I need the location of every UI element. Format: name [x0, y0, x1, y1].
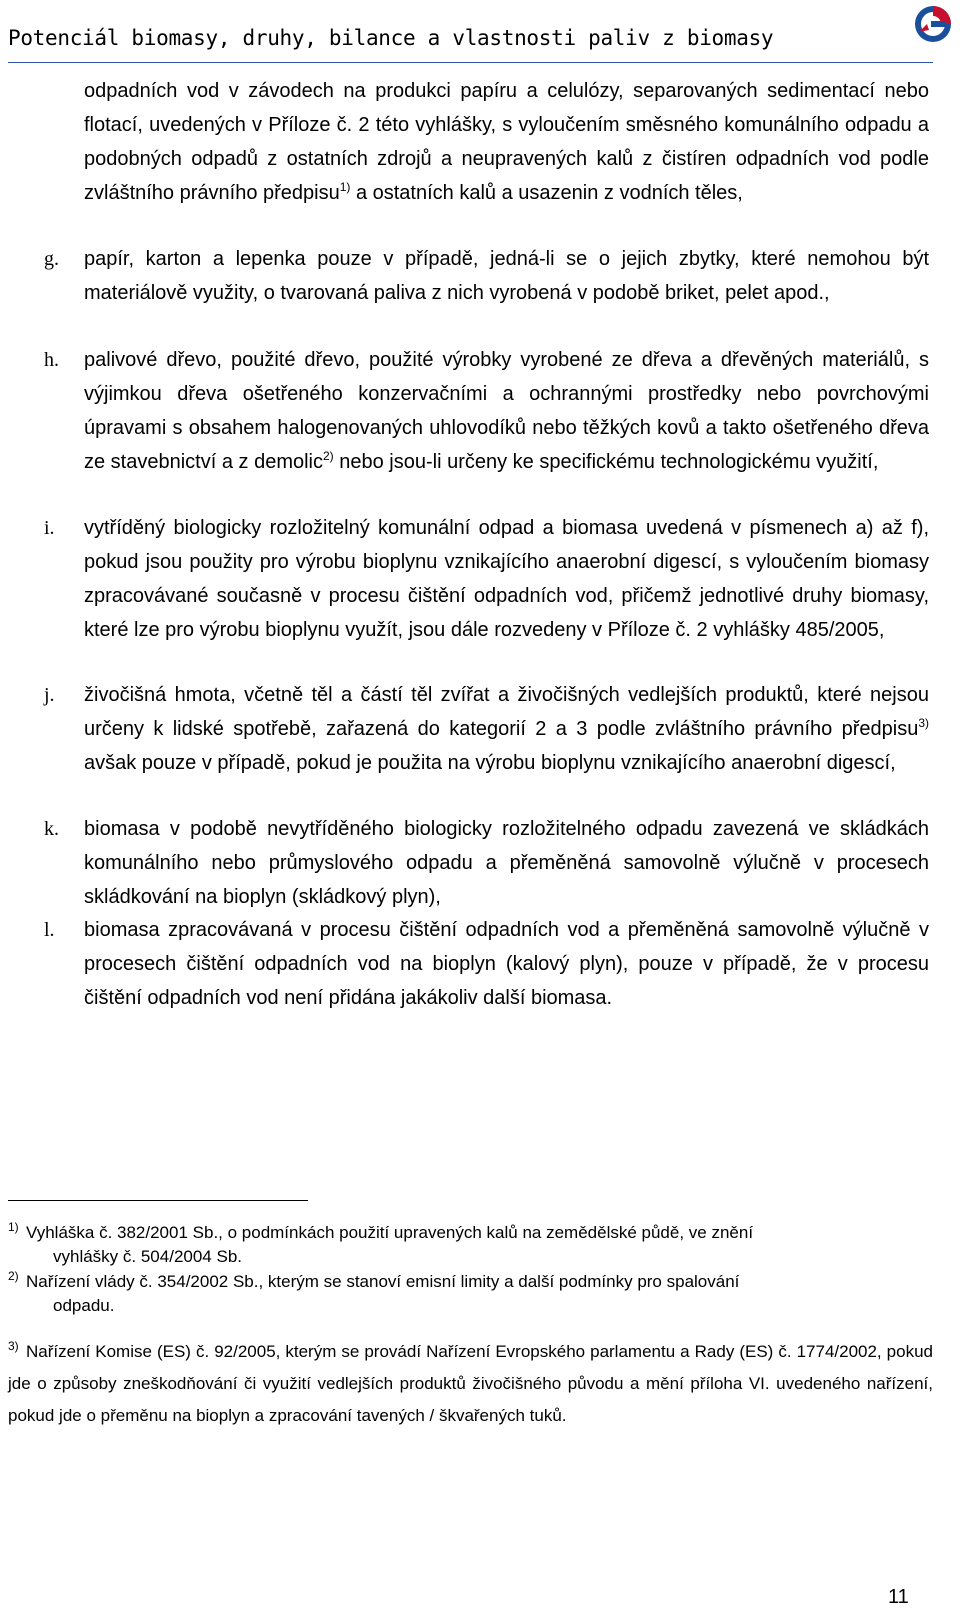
list-letter: l. — [44, 919, 55, 941]
footnote-ref: 1) — [339, 180, 351, 194]
list-letter: i. — [44, 517, 55, 539]
footnote: 2) Nařízení vlády č. 354/2002 Sb., kterým se stanoví emisní limity a další podmínky pro spalování odpadu. — [8, 1270, 933, 1318]
list-letter: h. — [44, 349, 59, 371]
list-item-text: palivové dřevo, použité dřevo, použité výrobky vyrobené ze dřeva a dřevěných materiálů, s výjimkou dřeva ošetřeného konzervačními a ochrannými prostředky nebo povrchovými úpravami s obsahem halogenovaných uhlovodíků nebo těžkých kovů a takto ošetřeného dřeva ze stavebnictví a z demolic — [84, 349, 929, 473]
list-item: j. živočišná hmota, včetně těl a částí těl zvířat a živočišných vedlejších produktů, které nejsou určeny k lidské spotřebě, zařazená do kategorií 2 a 3 podle zvláštního právního předpisu$^{3)}$ avšak pouze v případě, pokud je použita na výrobu bioplynu vznikajícího anaerobní digescí, — [84, 678, 929, 780]
list-letter: j. — [44, 684, 55, 706]
header-title: Potenciál biomasy, druhy, bilance a vlastnosti paliv z biomasy — [8, 26, 774, 50]
footnote-mark: 3) — [8, 1339, 19, 1353]
footnote-ref: 3) — [918, 716, 929, 730]
list-item — [44, 511, 929, 647]
continuation-paragraph: odpadních vod v závodech na produkci papíru a celulózy, separovaných sedimentací nebo flotací, uvedených v Příloze č. 2 této vyhlášky, s vyloučením směsného komunálního odpadu a podobných odpadů z ostatních zdrojů a neupravených kalů z čistíren odpadních vod podle zvláštního právního předpisu$^{1)}$ a ostatních kalů a usazenin z vodních těles, — [84, 80, 929, 204]
page-number: 11 — [888, 1586, 909, 1608]
list-letter: k. — [44, 818, 59, 840]
list-item-text: biomasa v podobě nevytříděného biologicky rozložitelného odpadu zavezená ve skládkách komunálního nebo průmyslového odpadu a přeměněná samovolně výlučně v procesech skládkování na bioplyn (skládkový plyn), — [84, 818, 929, 908]
footnote-mark: 1) — [8, 1220, 19, 1234]
footnote: 1) Vyhláška č. 382/2001 Sb., o podmínkách použití upravených kalů na zemědělské půdě, ve znění vyhlášky č. 504/2004 Sb. — [8, 1221, 933, 1269]
list-item — [44, 812, 929, 914]
list-item-text: vytříděný biologicky rozložitelný komunální odpad a biomasa uvedená v písmenech a) až f), pokud jsou použity pro výrobu bioplynu vznikajícího anaerobní digescí, s vyloučením biomasy zpracovávané současně v procesu čištění odpadních vod, přičemž jednotlivé druhy biomasy, které lze pro výrobu bioplynu využít, jsou dále rozvedeny v Příloze č. 2 vyhlášky 485/2005, — [84, 517, 929, 641]
footnote-mark: 2) — [8, 1269, 19, 1283]
page-header — [8, 22, 933, 63]
footnote-ref: 2) — [323, 449, 334, 463]
publisher-logo-icon — [913, 4, 953, 44]
list-item — [44, 913, 929, 1015]
list-item-text: biomasa zpracovávaná v procesu čištění odpadních vod a přeměněná samovolně výlučně v procesech čištění odpadních vod na bioplyn (kalový plyn), pouze v případě, že v procesu čištění odpadních vod není přidána jakákoliv další biomasa. — [84, 919, 929, 1009]
list-item-text: živočišná hmota, včetně těl a částí těl zvířat a živočišných vedlejších produktů, které nejsou určeny k lidské spotřebě, zařazená do kategorií 2 a 3 podle zvláštního právního předpisu — [84, 684, 929, 740]
footnote-divider — [8, 1200, 308, 1201]
list-letter: g. — [44, 248, 59, 270]
footnote: 3) Nařízení Komise (ES) č. 92/2005, kterým se provádí Nařízení Evropského parlamentu a Rady (ES) č. 1774/2002, pokud jde o způsoby zneškodňování či využití vedlejších produktů živočišného původu a mění příloha VI. uvedeného nařízení, pokud jde o přeměnu na bioplyn a zpracování tavených / škvařených tuků. — [8, 1336, 933, 1432]
list-item — [44, 242, 929, 310]
list-item: h. palivové dřevo, použité dřevo, použité výrobky vyrobené ze dřeva a dřevěných materiálů, s výjimkou dřeva ošetřeného konzervačními a ochrannými prostředky nebo povrchovými úpravami s obsahem halogenovaných uhlovodíků nebo těžkých kovů a takto ošetřeného dřeva ze stavebnictví a z demolic$^{2)}$ nebo jsou-li určeny ke specifickému technologickému využití, — [84, 343, 929, 479]
list-item-text: papír, karton a lepenka pouze v případě, jedná-li se o jejich zbytky, které nemohou být materiálově využity, o tvarovaná paliva z nich vyrobená v podobě briket, pelet apod., — [84, 248, 929, 304]
